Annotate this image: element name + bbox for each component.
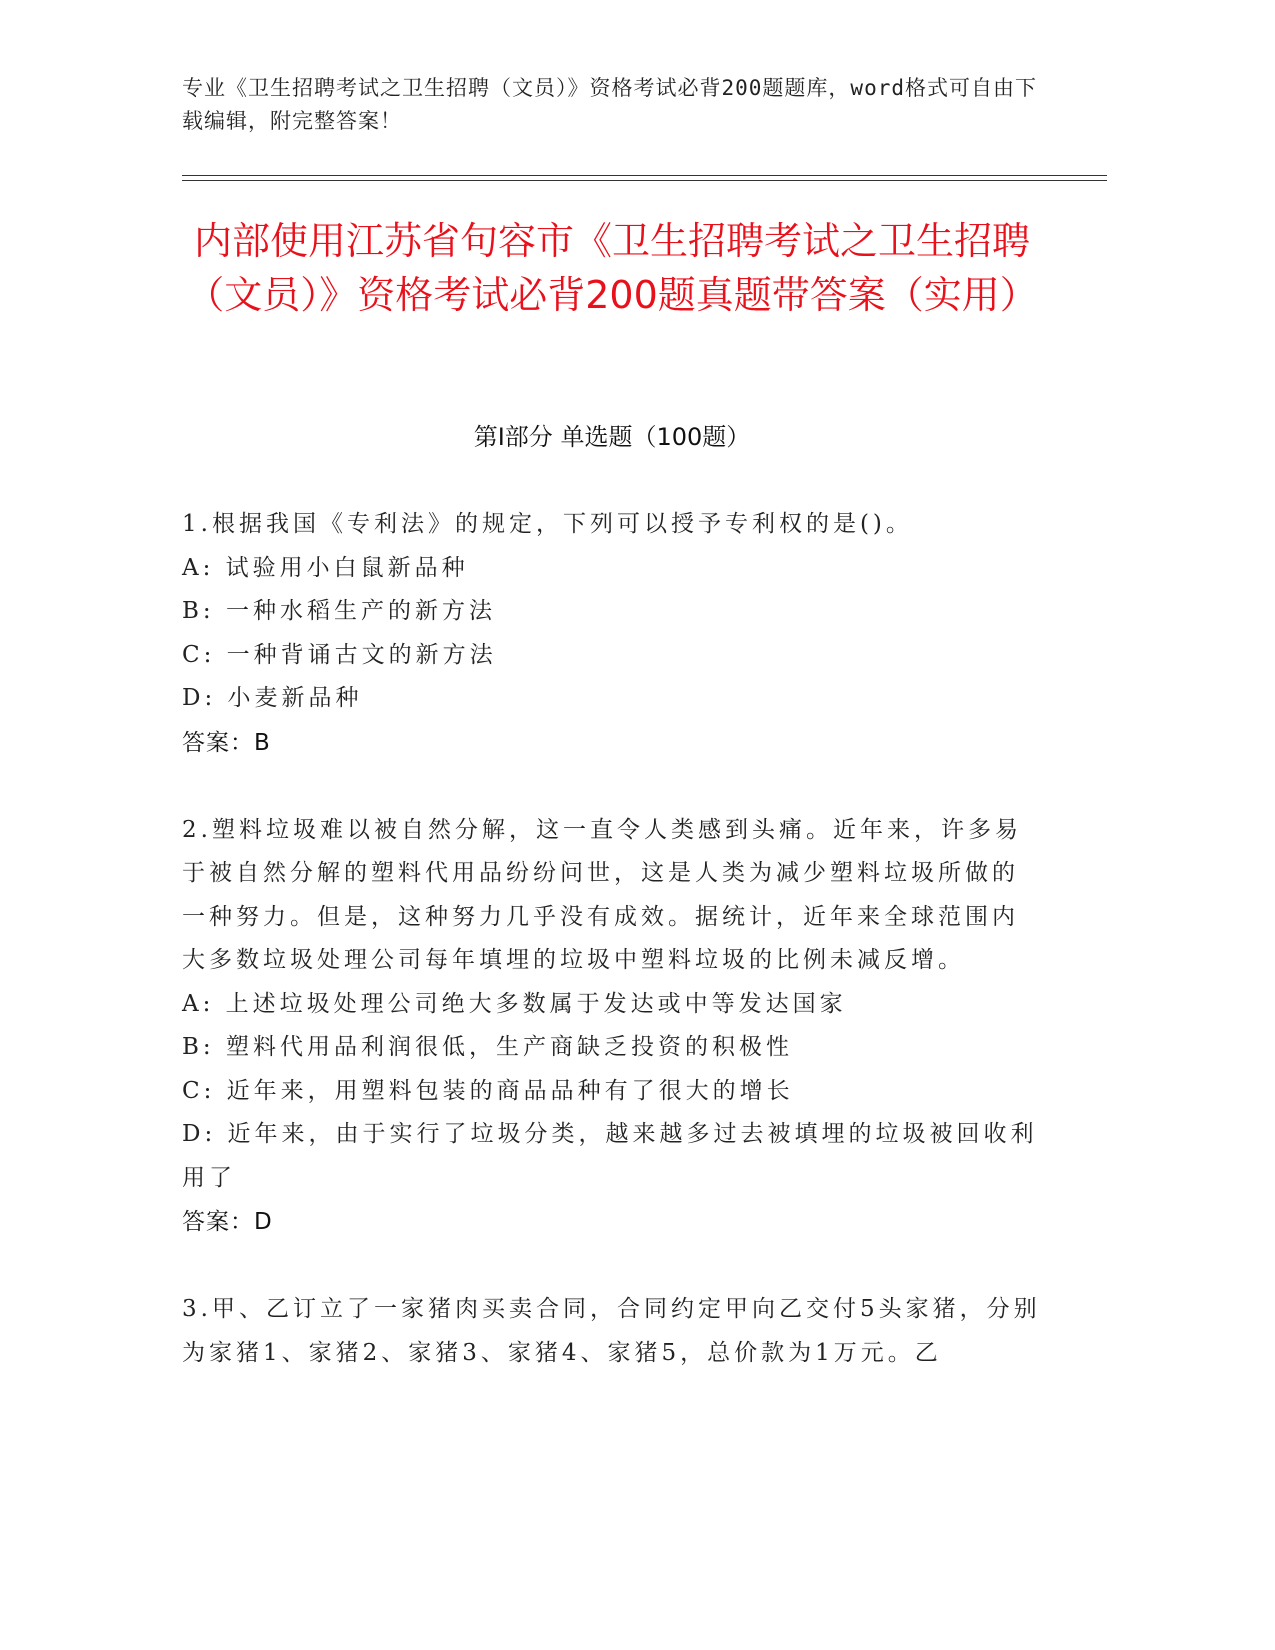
question-1 bbox=[182, 503, 1042, 765]
option-c: C: 近年来，用塑料包装的商品品种有了很大的增长 bbox=[182, 1077, 794, 1104]
document-title: 内部使用江苏省句容市《卫生招聘考试之卫生招聘（文员）》资格考试必背200题真题带答案（实用） bbox=[186, 219, 1038, 317]
question-list bbox=[182, 503, 1042, 1419]
section-title: 第Ⅰ部分 单选题（100题） bbox=[473, 423, 751, 451]
option-b: B: 一种水稻生产的新方法 bbox=[182, 598, 496, 624]
header-divider-top bbox=[182, 175, 1107, 176]
question-3 bbox=[182, 1288, 1042, 1375]
option-a: A: 试验用小白鼠新品种 bbox=[182, 554, 469, 581]
question-stem: 3.甲、乙订立了一家猪肉买卖合同，合同约定甲向乙交付5头家猪，分别为家猪1、家猪2、家猪3、家猪4、家猪5，总价款为1万元。乙 bbox=[182, 1296, 1041, 1366]
header-text: 专业《卫生招聘考试之卫生招聘（文员）》资格考试必背200题题库，word格式可自由下载编辑，附完整答案！ bbox=[182, 76, 1037, 133]
option-a: A: 上述垃圾处理公司绝大多数属于发达或中等发达国家 bbox=[182, 990, 847, 1017]
option-c: C: 一种背诵古文的新方法 bbox=[182, 641, 497, 668]
option-d: D: 小麦新品种 bbox=[182, 685, 363, 711]
answer: 答案：D bbox=[182, 1209, 273, 1235]
question-stem: 1.根据我国《专利法》的规定，下列可以授予专利权的是()。 bbox=[182, 511, 913, 537]
question-stem: 2.塑料垃圾难以被自然分解，这一直令人类感到头痛。近年来，许多易于被自然分解的塑料代用品纷纷问世，这是人类为减少塑料垃圾所做的一种努力。但是，这种努力几乎没有成效。据统计，近年来全球范围内大多数垃圾处理公司每年填埋的垃圾中塑料垃圾的比例未减反增。 bbox=[182, 816, 1022, 973]
option-d: D: 近年来，由于实行了垃圾分类，越来越多过去被填埋的垃圾被回收利用了 bbox=[182, 1121, 1038, 1191]
question-2 bbox=[182, 809, 1042, 1245]
header-divider-bottom bbox=[182, 180, 1107, 181]
option-b: B: 塑料代用品利润很低，生产商缺乏投资的积极性 bbox=[182, 1034, 793, 1060]
answer: 答案：B bbox=[182, 729, 271, 756]
